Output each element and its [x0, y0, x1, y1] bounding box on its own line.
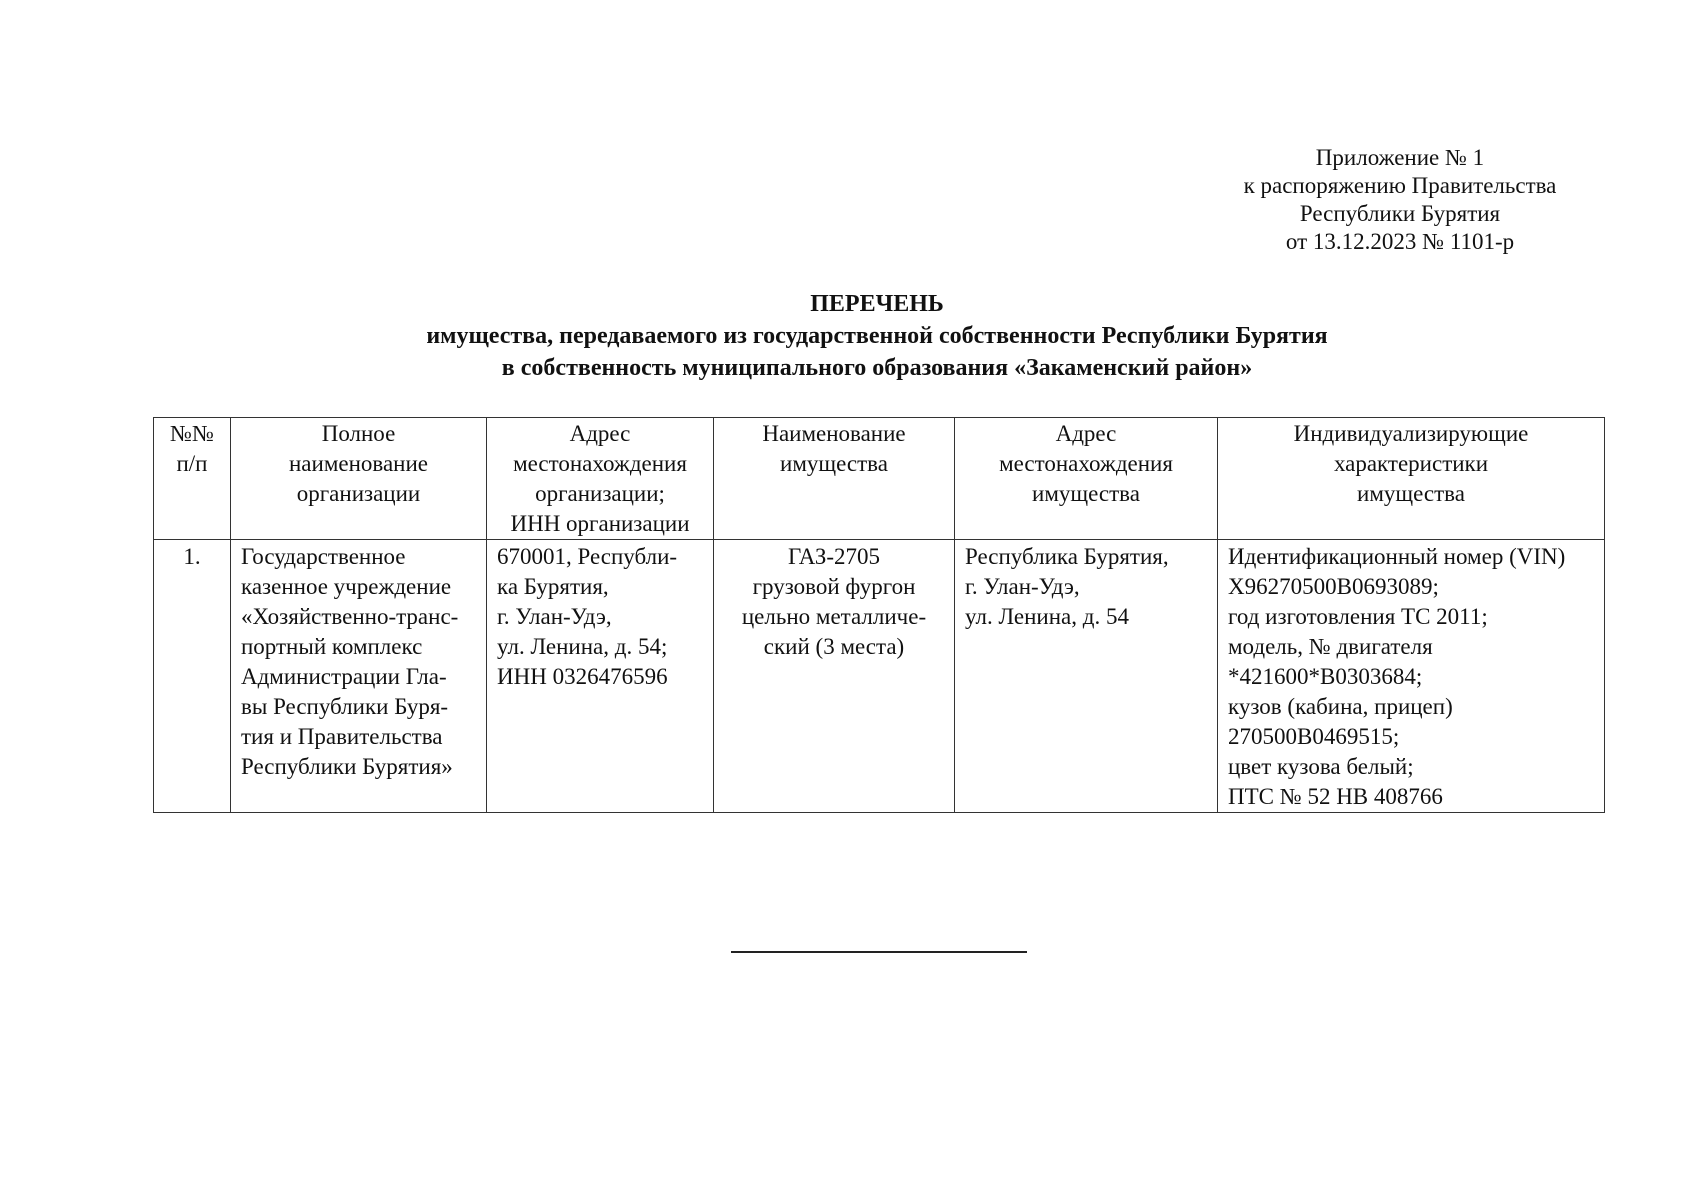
cell-property-name [714, 540, 955, 813]
cell-line: ул. Ленина, д. 54; [497, 634, 668, 659]
cell-line: 1. [183, 544, 201, 569]
table-row [154, 540, 1605, 813]
cell-line: Государственное [241, 544, 406, 569]
header-line: имущества [1032, 481, 1140, 506]
cell-organization [231, 540, 487, 813]
cell-line: грузовой фургон [752, 574, 916, 599]
cell-line: 670001, Республи- [497, 544, 678, 569]
title-line-2: в собственность муниципального образования «Закаменский район» [501, 355, 1253, 381]
cell-line: *421600*B0303684; [1228, 664, 1423, 689]
header-line: Индивидуализирующие [1293, 421, 1529, 446]
table-header-row [154, 418, 1605, 540]
header-number [154, 418, 231, 540]
appendix-line: Республики Бурятия [1299, 201, 1501, 226]
cell-line: тия и Правительства [241, 724, 443, 749]
appendix-block [1220, 144, 1580, 256]
header-line: ИНН организации [510, 511, 690, 536]
header-line: Адрес [569, 421, 631, 446]
cell-line: «Хозяйственно-транс- [241, 604, 459, 629]
header-line: Наименование [762, 421, 906, 446]
cell-line: модель, № двигателя [1228, 634, 1433, 659]
header-line: №№ [170, 421, 214, 446]
cell-line: Администрации Гла- [241, 664, 447, 689]
header-line: наименование [289, 451, 428, 476]
header-organization [231, 418, 487, 540]
title-line-1: имущества, передаваемого из государственной собственности Республики Бурятия [426, 323, 1328, 349]
appendix-line: Приложение № 1 [1315, 145, 1485, 170]
cell-line: ский (3 места) [763, 634, 905, 659]
header-line: имущества [1357, 481, 1465, 506]
cell-line: г. Улан-Удэ, [965, 574, 1080, 599]
header-org-address [487, 418, 714, 540]
property-table [153, 417, 1605, 813]
cell-line: цвет кузова белый; [1228, 754, 1414, 779]
header-property-name [714, 418, 955, 540]
header-line: имущества [780, 451, 888, 476]
cell-line: кузов (кабина, прицеп) [1228, 694, 1453, 719]
header-line: Адрес [1055, 421, 1117, 446]
cell-line: ИНН 0326476596 [497, 664, 668, 689]
cell-line: ГАЗ-2705 [787, 544, 880, 569]
header-line: организации; [535, 481, 665, 506]
cell-line: X96270500B0693089; [1228, 574, 1439, 599]
header-property-address [955, 418, 1218, 540]
cell-line: ПТС № 52 НВ 408766 [1228, 784, 1443, 809]
cell-line: г. Улан-Удэ, [497, 604, 612, 629]
cell-line: казенное учреждение [241, 574, 452, 599]
cell-line: Республики Бурятия» [241, 754, 453, 779]
cell-line: вы Республики Буря- [241, 694, 449, 719]
cell-property-address [955, 540, 1218, 813]
closing-separator-line [731, 951, 1027, 953]
cell-characteristics [1218, 540, 1605, 813]
appendix-line: к распоряжению Правительства [1243, 173, 1557, 198]
cell-line: портный комплекс [241, 634, 423, 659]
cell-number [154, 540, 231, 813]
cell-line: год изготовления ТС 2011; [1228, 604, 1488, 629]
header-line: местонахождения [999, 451, 1173, 476]
cell-org-address [487, 540, 714, 813]
cell-line: 270500B0469515; [1228, 724, 1400, 749]
header-characteristics [1218, 418, 1605, 540]
header-line: местонахождения [513, 451, 687, 476]
header-line: Полное [321, 421, 396, 446]
header-line: п/п [176, 451, 208, 476]
cell-line: цельно металличе- [741, 604, 927, 629]
title-heading: ПЕРЕЧЕНЬ [810, 291, 944, 317]
header-line: организации [296, 481, 421, 506]
cell-line: Идентификационный номер (VIN) [1228, 544, 1566, 569]
cell-line: ул. Ленина, д. 54 [965, 604, 1129, 629]
header-line: характеристики [1333, 451, 1489, 476]
cell-line: ка Бурятия, [497, 574, 609, 599]
document-title [0, 288, 1698, 384]
cell-line: Республика Бурятия, [965, 544, 1169, 569]
appendix-line: от 13.12.2023 № 1101-р [1285, 229, 1515, 254]
